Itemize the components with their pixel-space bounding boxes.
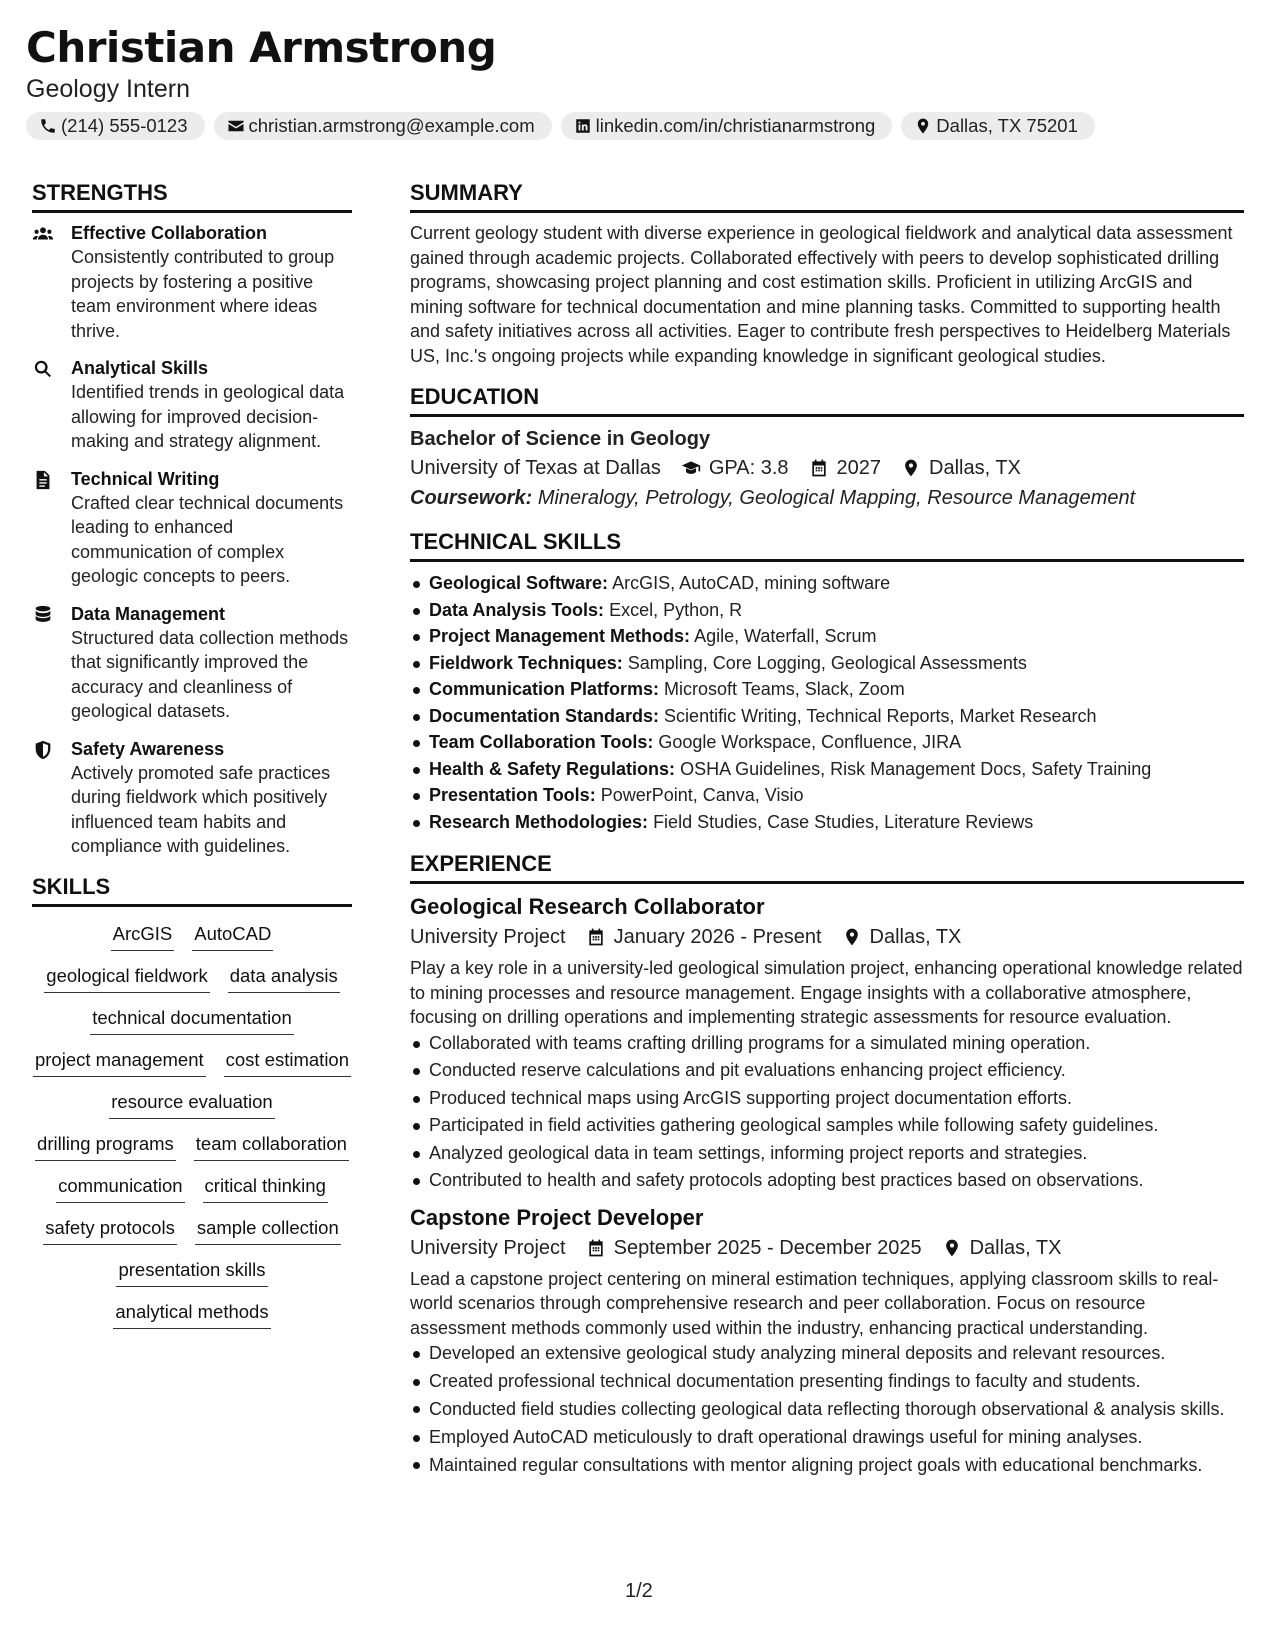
- strength-title: Safety Awareness: [71, 738, 225, 759]
- list-item: [410, 676, 1244, 703]
- summary-heading: SUMMARY: [410, 178, 1244, 213]
- candidate-name: Christian Armstrong: [26, 23, 497, 72]
- map-pin-icon: [914, 117, 932, 135]
- calendar-icon: [586, 927, 606, 947]
- strength-desc: Identified trends in geological data allowing for improved decision-making and strategy alignment.: [71, 382, 345, 451]
- skill-tag: resource evaluation: [109, 1089, 274, 1119]
- strengths-heading: STRENGTHS: [32, 178, 352, 213]
- skill-values: Agile, Waterfall, Scrum: [694, 626, 877, 646]
- experience-heading: EXPERIENCE: [410, 849, 1244, 884]
- map-pin-icon: [942, 1238, 962, 1258]
- gpa: GPA: 3.8: [708, 457, 789, 479]
- contact-phone-text: (214) 555-0123: [61, 115, 188, 136]
- skill-category: Research Methodologies:: [429, 811, 649, 832]
- skill-values: Microsoft Teams, Slack, Zoom: [664, 679, 905, 699]
- calendar-icon: [809, 458, 829, 478]
- strength-item: [32, 602, 352, 724]
- skill-category: Geological Software:: [429, 573, 609, 593]
- strength-title: Technical Writing: [71, 468, 220, 489]
- contact-location[interactable]: [901, 112, 1095, 140]
- job-location: Dallas, TX: [969, 1236, 1062, 1259]
- education-meta: [410, 453, 1244, 483]
- list-item: [410, 756, 1244, 783]
- list-item: Contributed to health and safety protocols adopting best practices based on observations.: [410, 1167, 1244, 1195]
- job-meta: [410, 922, 1244, 952]
- skill-tag: ArcGIS: [111, 921, 175, 951]
- skill-values: OSHA Guidelines, Risk Management Docs, Safety Training: [680, 758, 1152, 779]
- skill-tag: AutoCAD: [192, 921, 273, 951]
- skill-tag: data analysis: [228, 963, 340, 993]
- skill-tag: presentation skills: [116, 1257, 267, 1287]
- graduation-year: 2027: [836, 457, 882, 479]
- skill-category: Presentation Tools:: [429, 785, 596, 805]
- job-dates: January 2026 - Present: [613, 926, 822, 948]
- list-item: Analyzed geological data in team settings, informing project reports and strategies.: [410, 1140, 1244, 1168]
- linkedin-icon: [574, 117, 592, 135]
- list-item: Maintained regular consultations with mentor aligning project goals with educational benchmarks.: [410, 1451, 1244, 1478]
- skill-tag: safety protocols: [43, 1215, 177, 1245]
- skill-tag: geological fieldwork: [44, 963, 209, 993]
- list-item: Produced technical maps using ArcGIS supporting project documentation efforts.: [410, 1085, 1244, 1113]
- skill-tag: critical thinking: [203, 1173, 328, 1203]
- job-org: University Project: [410, 926, 566, 948]
- list-item: [410, 782, 1244, 809]
- skill-category: Project Management Methods:: [429, 626, 691, 646]
- phone-icon: [39, 117, 57, 135]
- strength-item: [32, 356, 352, 454]
- resume-header: [26, 22, 1256, 140]
- skill-category: Fieldwork Techniques:: [429, 652, 623, 673]
- job-meta: [410, 1233, 1244, 1263]
- skill-values: PowerPoint, Canva, Visio: [600, 785, 804, 805]
- list-item: [410, 623, 1244, 650]
- document-icon: [32, 469, 54, 491]
- shield-icon: [32, 739, 54, 761]
- strength-item: [32, 467, 352, 589]
- skill-tag: drilling programs: [35, 1131, 176, 1161]
- skill-values: Scientific Writing, Technical Reports, Market Research: [664, 705, 1097, 726]
- list-item: [410, 809, 1244, 836]
- calendar-icon: [586, 1238, 606, 1258]
- list-item: Employed AutoCAD meticulously to draft operational drawings useful for mining analyses.: [410, 1424, 1244, 1452]
- education-location: Dallas, TX: [929, 457, 1021, 479]
- contact-phone[interactable]: [26, 112, 205, 140]
- list-item: Created professional technical documentation presenting findings to faculty and students.: [410, 1368, 1244, 1396]
- job-entry: [410, 892, 1244, 1195]
- job-dates: September 2025 - December 2025: [613, 1236, 922, 1259]
- list-item: Developed an extensive geological study analyzing mineral deposits and relevant resources.: [410, 1340, 1244, 1368]
- strength-title: Analytical Skills: [71, 358, 209, 378]
- contact-bar: [26, 112, 1256, 140]
- right-column: [410, 178, 1244, 1478]
- strength-title: Data Management: [71, 603, 226, 624]
- skill-category: Data Analysis Tools:: [429, 599, 605, 620]
- skill-values: Excel, Python, R: [609, 599, 743, 620]
- job-title: Geological Research Collaborator: [410, 894, 765, 919]
- strength-item: [32, 737, 352, 859]
- skill-category: Health & Safety Regulations:: [429, 758, 676, 779]
- page-number: 1/2: [625, 1580, 653, 1602]
- database-icon: [32, 604, 54, 626]
- list-item: Conducted field studies collecting geological data reflecting thorough observational & analysis skills.: [410, 1395, 1244, 1424]
- strength-item: [32, 221, 352, 343]
- list-item: Participated in field activities gathering geological samples while following safety guidelines.: [410, 1112, 1244, 1140]
- contact-linkedin-text: linkedin.com/in/christianarmstrong: [595, 115, 876, 136]
- users-icon: [32, 223, 54, 245]
- graduation-cap-icon: [681, 458, 701, 478]
- envelope-icon: [227, 117, 245, 135]
- candidate-role: Geology Intern: [26, 75, 190, 103]
- job-title: Capstone Project Developer: [410, 1204, 704, 1230]
- list-item: Conducted reserve calculations and pit evaluations enhancing project efficiency.: [410, 1057, 1244, 1085]
- job-bullets: [410, 1340, 1244, 1478]
- strength-desc: Actively promoted safe practices during fieldwork which positively influenced team habits and compliance with guidelines.: [71, 762, 331, 856]
- coursework-label: Coursework:: [410, 487, 533, 509]
- skill-tag: sample collection: [195, 1215, 341, 1245]
- job-location: Dallas, TX: [869, 926, 962, 948]
- contact-email[interactable]: [214, 112, 552, 140]
- skill-tag: communication: [56, 1173, 184, 1203]
- job-description: Lead a capstone project centering on mineral estimation techniques, applying classroom skills to real-world scenarios through comprehensive research and peer collaboration. Focus on resource assessment methods commonly used within the industry, enhancing practical understanding.: [410, 1268, 1219, 1338]
- skill-tag: technical documentation: [90, 1005, 294, 1035]
- skill-category: Documentation Standards:: [429, 705, 660, 726]
- job-description: Play a key role in a university-led geological simulation project, enhancing operational knowledge related to mining processes and resource management. Engage insights with a collaborative atmosphere, focusing on drilling operations and implementing strategic assessments for resource evaluation.: [410, 958, 1243, 1027]
- job-entry: [410, 1203, 1244, 1478]
- technical-skills-heading: TECHNICAL SKILLS: [410, 527, 1244, 562]
- coursework-list: Mineralogy, Petrology, Geological Mapping, Resource Management: [537, 487, 1136, 509]
- job-bullets: [410, 1030, 1244, 1195]
- skills-heading: SKILLS: [32, 872, 352, 907]
- list-item: Collaborated with teams crafting drilling programs for a simulated mining operation.: [410, 1030, 1244, 1058]
- list-item: [410, 597, 1244, 624]
- technical-skills-list: [410, 570, 1244, 835]
- contact-email-text: christian.armstrong@example.com: [248, 115, 535, 136]
- skill-tag: team collaboration: [194, 1131, 349, 1161]
- list-item: [410, 650, 1244, 677]
- skill-values: ArcGIS, AutoCAD, mining software: [612, 573, 891, 593]
- contact-location-text: Dallas, TX 75201: [936, 115, 1078, 136]
- skills-list: [32, 915, 352, 1329]
- summary-text: Current geology student with diverse experience in geological fieldwork and analytical data assessment gained through academic projects. Collaborated effectively with peers to develop sophisticated drilling programs, showcasing project planning and cost estimation skills. Proficient in utilizing ArcGIS and mining software for technical documentation and mine planning tasks. Committed to supporting health and safety initiatives across all activities. Eager to contribute fresh perspectives to Heidelberg Materials US, Inc.'s ongoing projects while expanding knowledge in significant geological studies.: [410, 223, 1233, 366]
- strength-desc: Crafted clear technical documents leading to enhanced communication of complex geologic concepts to peers.: [71, 492, 344, 586]
- coursework: [410, 483, 1244, 513]
- skill-tag: analytical methods: [113, 1299, 270, 1329]
- map-pin-icon: [901, 458, 921, 478]
- search-icon: [32, 358, 54, 380]
- school-name: University of Texas at Dallas: [410, 457, 661, 479]
- skill-values: Google Workspace, Confluence, JIRA: [658, 732, 962, 752]
- skill-category: Team Collaboration Tools:: [429, 732, 654, 752]
- strength-desc: Consistently contributed to group projects by fostering a positive team environment where ideas thrive.: [71, 247, 335, 341]
- skill-category: Communication Platforms:: [429, 679, 660, 699]
- left-column: [32, 178, 352, 1329]
- degree-title: Bachelor of Science in Geology: [410, 428, 711, 450]
- list-item: [410, 729, 1244, 756]
- map-pin-icon: [842, 927, 862, 947]
- skill-tag: cost estimation: [224, 1047, 351, 1077]
- education-heading: EDUCATION: [410, 382, 1244, 417]
- strength-desc: Structured data collection methods that significantly improved the accuracy and cleanliness of geological datasets.: [71, 627, 349, 721]
- job-org: University Project: [410, 1236, 566, 1259]
- skill-tag: project management: [33, 1047, 206, 1077]
- list-item: [410, 703, 1244, 730]
- contact-linkedin[interactable]: [561, 112, 893, 140]
- skill-values: Sampling, Core Logging, Geological Assessments: [627, 652, 1027, 673]
- skill-values: Field Studies, Case Studies, Literature Reviews: [653, 811, 1034, 832]
- strength-title: Effective Collaboration: [71, 223, 268, 243]
- list-item: [410, 570, 1244, 597]
